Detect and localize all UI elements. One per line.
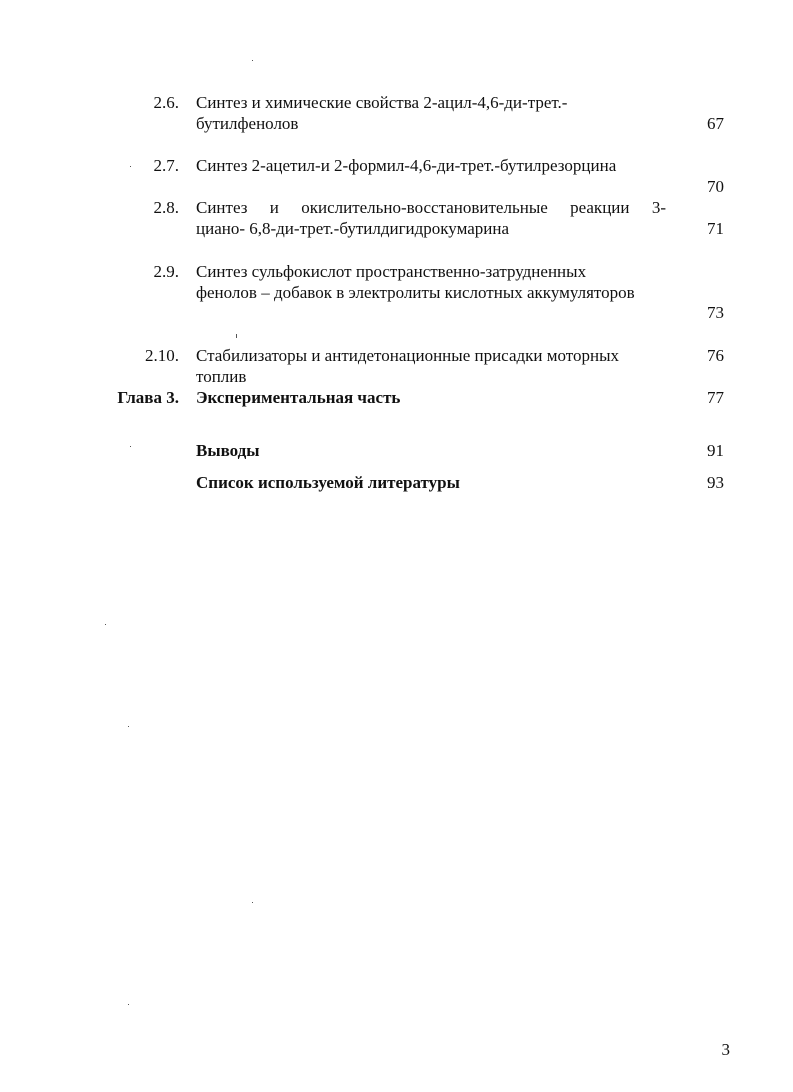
toc-entry-title-line: фенолов – добавок в электролиты кислотных аккумуляторов bbox=[196, 283, 635, 302]
toc-entry-number: 2.8. bbox=[153, 198, 179, 217]
toc-entry-page: 71 bbox=[707, 219, 724, 238]
toc-entry-page: 67 bbox=[707, 114, 724, 133]
scan-speck bbox=[128, 1004, 129, 1005]
toc-entry-number: 2.10. bbox=[145, 346, 179, 365]
toc-entry-title-line: Синтез и окислительно-восстановительные реакции 3- bbox=[196, 198, 666, 217]
toc-chapter-title: Экспериментальная часть bbox=[196, 388, 401, 407]
scan-speck bbox=[236, 334, 237, 338]
toc-entry-number: 2.6. bbox=[153, 93, 179, 112]
toc-section-title: Список используемой литературы bbox=[196, 473, 460, 492]
scan-speck bbox=[105, 624, 106, 625]
toc-entry-title-line: Синтез сульфокислот пространственно-затрудненных bbox=[196, 262, 587, 281]
toc-entry-title-line: топлив bbox=[196, 367, 247, 386]
toc-entry-number: 2.9. bbox=[153, 262, 179, 281]
toc-entry-page: 70 bbox=[707, 177, 724, 196]
scan-speck bbox=[252, 902, 253, 903]
toc-entry-page: 73 bbox=[707, 303, 724, 322]
toc-entry-title-line: Синтез и химические свойства 2-ацил-4,6-ди-трет.- bbox=[196, 93, 568, 112]
toc-entry-title-line: Стабилизаторы и антидетонационные присадки моторных bbox=[196, 346, 619, 365]
toc-entry-title-line: бутилфенолов bbox=[196, 114, 299, 133]
scan-speck bbox=[130, 446, 131, 447]
toc-entry-page: 91 bbox=[707, 441, 724, 460]
scan-speck bbox=[128, 726, 129, 727]
toc-entry-page: 77 bbox=[707, 388, 724, 407]
toc-section-title: Выводы bbox=[196, 441, 260, 460]
toc-entry-title-line: Синтез 2-ацетил-и 2-формил-4,6-ди-трет.-бутилрезорцина bbox=[196, 156, 617, 175]
toc-entry-number: 2.7. bbox=[153, 156, 179, 175]
toc-chapter-number: Глава 3. bbox=[117, 388, 179, 407]
scan-speck bbox=[252, 60, 253, 61]
toc-entry-page: 93 bbox=[707, 473, 724, 492]
toc-entry-title-line: циано- 6,8-ди-трет.-бутилдигидрокумарина bbox=[196, 219, 510, 238]
toc-entry-page: 76 bbox=[707, 346, 724, 365]
page-number: 3 bbox=[721, 1040, 730, 1059]
